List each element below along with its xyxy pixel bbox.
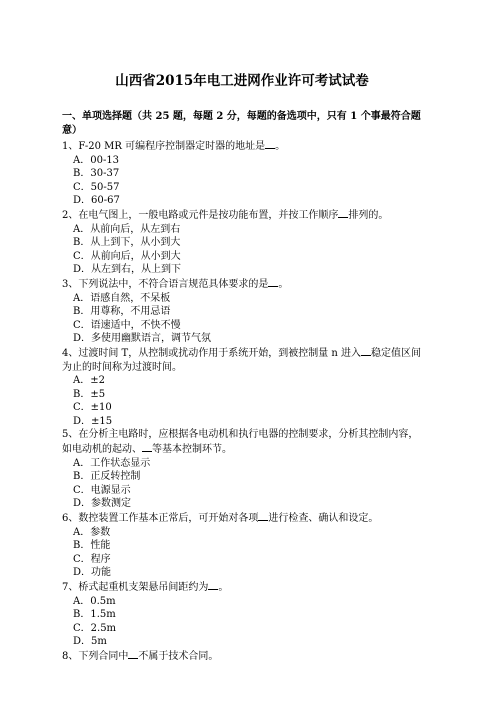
answer-option: A．参数 (73, 526, 111, 538)
answer-option: A．00-13 (73, 154, 120, 166)
answer-option: C．电源显示 (73, 484, 131, 496)
question-stem (62, 580, 422, 595)
question-stem-text: 6、数控装置工作基本正常后，可开始对各项 (62, 513, 259, 525)
question-stem-tail: 。 (278, 278, 289, 290)
document-title: 山西省2015年电工进网作业许可考试试卷 (115, 73, 369, 89)
answer-option: C．±10 (73, 402, 112, 414)
question-stem-text: 2、在电气图上，一般电路或元件是按功能布置，并按工作顺序 (62, 209, 339, 221)
answer-blank (208, 580, 218, 590)
question-stem-tail: 进行检查、确认和设定。 (268, 513, 379, 525)
answer-option: C．从前向后，从小到大 (73, 250, 181, 262)
question-list (62, 139, 422, 664)
answer-option: B．性能 (73, 540, 111, 552)
question-stem-text: 4、过渡时间 T，从控制或扰动作用于系统开始，到被控制量 n 进入 (62, 347, 362, 359)
section-heading: 一、单项选择题（共 25 题，每题 2 分，每题的备选项中，只有 1 个事最符合题意） (62, 111, 421, 136)
question-item (62, 277, 422, 346)
answer-option: B．正反转控制 (73, 471, 141, 483)
question-stem (62, 649, 422, 664)
question-item (62, 139, 422, 208)
answer-blank (265, 139, 275, 149)
question-stem-tail: 等基本控制环节。 (152, 444, 232, 456)
question-stem (62, 208, 422, 223)
question-stem-tail: 排列的。 (348, 209, 389, 221)
question-stem-text: 8、下列合同中 (62, 650, 129, 662)
answer-option: B．±5 (73, 388, 106, 400)
answer-blank (268, 277, 278, 287)
question-stem-text: 3、下列说法中，不符合语言规范具体要求的是 (62, 278, 269, 290)
answer-option: D．多使用幽默语言，调节气氛 (73, 333, 212, 345)
question-stem (62, 511, 422, 526)
question-item (62, 580, 422, 649)
answer-blank (361, 346, 371, 356)
answer-option: A．0.5m (73, 595, 116, 607)
answer-option: C．50-57 (73, 181, 120, 193)
answer-option: A．语感自然，不呆板 (73, 292, 171, 304)
question-stem-tail: 稳定值区间为止的时间称为过渡时间。 (62, 347, 422, 373)
answer-option: C．程序 (73, 553, 111, 565)
answer-option: A．从前向后，从左到右 (73, 223, 181, 235)
question-item (62, 511, 422, 580)
question-item (62, 346, 422, 429)
question-stem-tail: 。 (218, 582, 229, 593)
question-stem-tail: 不属于技术合同。 (138, 650, 219, 662)
question-stem-text: 7、桥式起重机支架悬吊间距约为 (62, 582, 209, 593)
answer-option: B．30-37 (73, 168, 120, 180)
answer-option: B．用尊称，不用忌语 (73, 306, 171, 318)
answer-option: D．从左到右，从上到下 (73, 264, 182, 276)
answer-option: D．60-67 (73, 195, 120, 207)
answer-option: B．1.5m (73, 609, 116, 621)
question-stem-text: 1、F-20 MR 可编程序控制器定时器的地址是 (62, 141, 266, 152)
question-item (62, 649, 422, 664)
question-stem (62, 139, 422, 154)
question-stem (62, 428, 422, 456)
answer-option: C．2.5m (73, 622, 117, 634)
answer-blank (128, 649, 138, 659)
answer-option: D．±15 (73, 415, 113, 427)
question-stem-tail: 。 (275, 141, 286, 152)
answer-option: D．5m (73, 636, 107, 648)
question-item (62, 428, 422, 511)
answer-option: D．功能 (73, 567, 112, 579)
answer-blank (142, 442, 152, 452)
answer-blank (258, 511, 268, 521)
question-stem-text: 5、在分析主电路时，应根据各电动机和执行电器的控制要求，分析其控制内容，如电动机的起动、 (62, 429, 419, 456)
answer-option: A．±2 (73, 375, 105, 387)
question-stem (62, 346, 422, 374)
answer-blank (338, 208, 348, 218)
answer-option: C．语速适中，不快不慢 (73, 319, 181, 331)
question-stem (62, 277, 422, 292)
answer-option: B．从上到下，从小到大 (73, 237, 181, 249)
answer-option: D．参数测定 (73, 498, 132, 510)
question-item (62, 208, 422, 277)
answer-option: A．工作状态显示 (73, 457, 151, 469)
